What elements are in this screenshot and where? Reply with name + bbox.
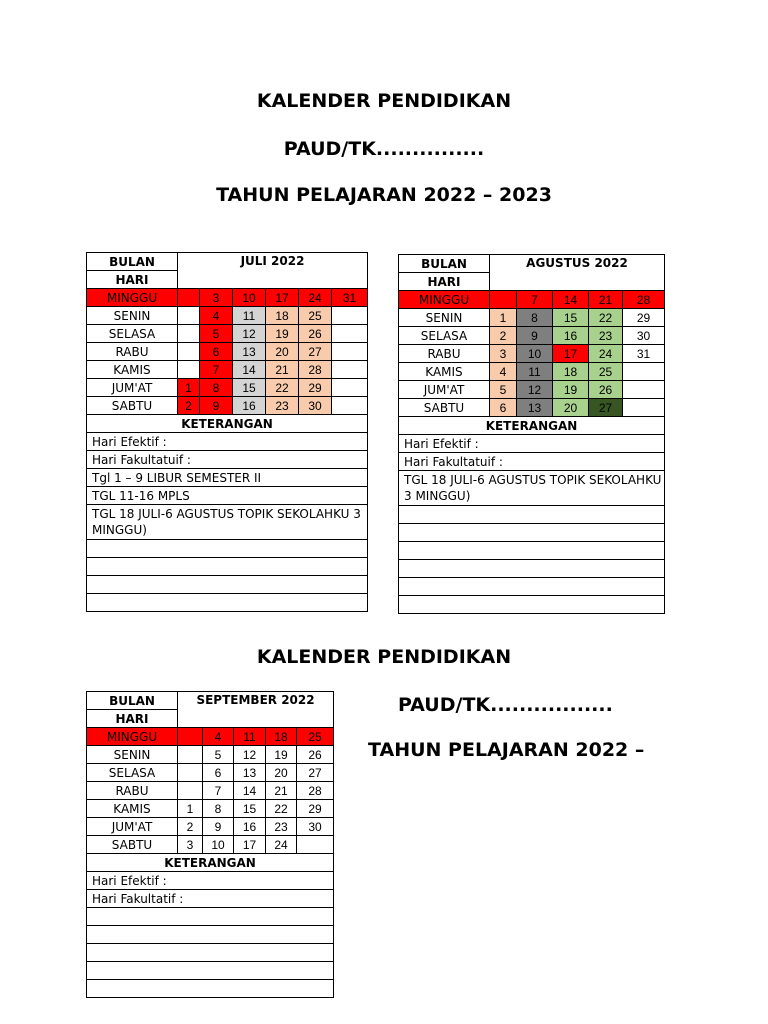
note-row — [87, 594, 368, 612]
date-cell: 12 — [517, 381, 553, 399]
week-row-rabu — [87, 343, 368, 361]
note-row — [87, 558, 368, 576]
date-cell — [332, 307, 368, 325]
date-cell — [623, 381, 665, 399]
date-cell: 19 — [266, 746, 297, 764]
date-cell: 1 — [178, 800, 203, 818]
date-cell — [332, 379, 368, 397]
date-cell: 29 — [299, 379, 332, 397]
date-cell: 2 — [178, 818, 203, 836]
date-cell — [178, 289, 200, 307]
bulan-label: BULAN — [87, 692, 178, 710]
date-cell: 7 — [517, 291, 553, 309]
date-cell — [178, 325, 200, 343]
date-cell: 24 — [266, 836, 297, 854]
date-cell: 14 — [234, 782, 266, 800]
date-cell: 31 — [623, 345, 665, 363]
date-cell: 12 — [233, 325, 266, 343]
calendar-august-2022 — [398, 254, 665, 614]
date-cell: 21 — [589, 291, 623, 309]
date-cell: 22 — [266, 379, 299, 397]
date-cell: 30 — [623, 327, 665, 345]
week-row-kamis — [87, 361, 368, 379]
date-cell: 7 — [203, 782, 234, 800]
day-label-sabtu: SABTU — [87, 397, 178, 415]
date-cell: 22 — [266, 800, 297, 818]
date-cell — [623, 399, 665, 417]
date-cell: 19 — [553, 381, 589, 399]
date-cell: 29 — [297, 800, 334, 818]
note-row: TGL 18 JULI-6 AGUSTUS TOPIK SEKOLAHKU 3 MINGGU) — [399, 471, 665, 506]
date-cell: 25 — [589, 363, 623, 381]
week-row-jumat — [87, 379, 368, 397]
month-title: AGUSTUS 2022 — [490, 255, 665, 291]
note-row: Hari Fakultatuif : — [87, 451, 368, 469]
day-label-jumat: JUM'AT — [87, 379, 178, 397]
date-cell — [332, 343, 368, 361]
note-row — [399, 560, 665, 578]
date-cell: 18 — [266, 307, 299, 325]
note-row: TGL 18 JULI-6 AGUSTUS TOPIK SEKOLAHKU 3 MINGGU) — [87, 505, 368, 540]
week-row-jumat — [399, 381, 665, 399]
date-cell: 13 — [517, 399, 553, 417]
week-row-sabtu — [399, 399, 665, 417]
note-row: Hari Efektif : — [87, 433, 368, 451]
day-label-kamis: KAMIS — [399, 363, 490, 381]
date-cell: 2 — [490, 327, 517, 345]
week-row-selasa — [87, 764, 334, 782]
date-cell: 14 — [233, 361, 266, 379]
academic-year-2: TAHUN PELAJARAN 2022 – — [368, 739, 645, 761]
date-cell: 27 — [299, 343, 332, 361]
note-row — [87, 980, 334, 998]
date-cell: 18 — [266, 728, 297, 746]
day-label-selasa: SELASA — [87, 764, 178, 782]
date-cell: 4 — [490, 363, 517, 381]
date-cell: 22 — [589, 309, 623, 327]
date-cell: 3 — [178, 836, 203, 854]
date-cell: 20 — [553, 399, 589, 417]
week-row-rabu — [87, 782, 334, 800]
date-cell: 16 — [233, 397, 266, 415]
week-row-minggu — [399, 291, 665, 309]
note-row — [87, 576, 368, 594]
date-cell: 17 — [266, 289, 299, 307]
date-cell: 28 — [297, 782, 334, 800]
date-cell: 21 — [266, 361, 299, 379]
date-cell: 28 — [299, 361, 332, 379]
date-cell — [178, 746, 203, 764]
date-cell: 8 — [203, 800, 234, 818]
school-name: PAUD/TK............... — [283, 138, 485, 160]
date-cell: 19 — [266, 325, 299, 343]
calendar-july-2022 — [86, 252, 368, 612]
date-cell — [623, 363, 665, 381]
day-label-kamis: KAMIS — [87, 800, 178, 818]
date-cell: 11 — [233, 307, 266, 325]
note-row — [87, 944, 334, 962]
date-cell: 5 — [490, 381, 517, 399]
date-cell — [332, 361, 368, 379]
date-cell: 15 — [233, 379, 266, 397]
date-cell: 13 — [234, 764, 266, 782]
date-cell: 15 — [234, 800, 266, 818]
date-cell: 31 — [332, 289, 368, 307]
date-cell: 4 — [200, 307, 233, 325]
date-cell: 28 — [623, 291, 665, 309]
date-cell: 5 — [203, 746, 234, 764]
day-label-minggu: MINGGU — [399, 291, 490, 309]
hari-label: HARI — [87, 710, 178, 728]
week-row-sabtu — [87, 397, 368, 415]
date-cell: 23 — [266, 818, 297, 836]
week-row-senin — [87, 307, 368, 325]
week-row-minggu — [87, 289, 368, 307]
date-cell: 6 — [203, 764, 234, 782]
day-label-selasa: SELASA — [87, 325, 178, 343]
date-cell: 20 — [266, 343, 299, 361]
note-row: Tgl 1 – 9 LIBUR SEMESTER II — [87, 469, 368, 487]
academic-year: TAHUN PELAJARAN 2022 – 2023 — [216, 184, 552, 206]
day-label-rabu: RABU — [87, 343, 178, 361]
day-label-jumat: JUM'AT — [399, 381, 490, 399]
note-row — [87, 962, 334, 980]
bulan-label: BULAN — [87, 253, 178, 271]
date-cell: 17 — [234, 836, 266, 854]
note-row: TGL 11-16 MPLS — [87, 487, 368, 505]
note-row: Hari Fakultatif : — [87, 890, 334, 908]
page-title: KALENDER PENDIDIKAN — [256, 90, 512, 112]
day-label-senin: SENIN — [87, 307, 178, 325]
day-label-selasa: SELASA — [399, 327, 490, 345]
date-cell: 30 — [297, 818, 334, 836]
date-cell: 3 — [200, 289, 233, 307]
day-label-kamis: KAMIS — [87, 361, 178, 379]
month-title: JULI 2022 — [178, 253, 368, 289]
week-row-kamis — [87, 800, 334, 818]
date-cell: 15 — [553, 309, 589, 327]
date-cell — [178, 728, 203, 746]
keterangan-header: KETERANGAN — [399, 417, 665, 435]
note-row — [399, 524, 665, 542]
date-cell: 20 — [266, 764, 297, 782]
date-cell: 13 — [233, 343, 266, 361]
week-row-selasa — [87, 325, 368, 343]
date-cell: 8 — [200, 379, 233, 397]
date-cell: 29 — [623, 309, 665, 327]
date-cell — [490, 291, 517, 309]
date-cell: 11 — [517, 363, 553, 381]
date-cell — [178, 307, 200, 325]
hari-label: HARI — [399, 273, 490, 291]
date-cell: 23 — [266, 397, 299, 415]
day-label-rabu: RABU — [87, 782, 178, 800]
keterangan-header: KETERANGAN — [87, 415, 368, 433]
date-cell: 17 — [553, 345, 589, 363]
date-cell: 8 — [517, 309, 553, 327]
date-cell: 9 — [200, 397, 233, 415]
week-row-rabu — [399, 345, 665, 363]
date-cell: 16 — [553, 327, 589, 345]
week-row-kamis — [399, 363, 665, 381]
date-cell: 4 — [203, 728, 234, 746]
date-cell: 25 — [297, 728, 334, 746]
note-row — [87, 908, 334, 926]
week-row-senin — [399, 309, 665, 327]
week-row-senin — [87, 746, 334, 764]
note-row — [399, 506, 665, 524]
day-label-rabu: RABU — [399, 345, 490, 363]
bulan-label: BULAN — [399, 255, 490, 273]
week-row-minggu — [87, 728, 334, 746]
date-cell: 21 — [266, 782, 297, 800]
date-cell: 10 — [233, 289, 266, 307]
date-cell: 26 — [299, 325, 332, 343]
day-label-sabtu: SABTU — [87, 836, 178, 854]
page-title-2: KALENDER PENDIDIKAN — [256, 646, 512, 668]
day-label-jumat: JUM'AT — [87, 818, 178, 836]
date-cell: 14 — [553, 291, 589, 309]
day-label-senin: SENIN — [399, 309, 490, 327]
date-cell: 6 — [200, 343, 233, 361]
month-title: SEPTEMBER 2022 — [178, 692, 334, 728]
date-cell — [332, 397, 368, 415]
school-name-2: PAUD/TK................. — [398, 694, 613, 716]
date-cell — [178, 343, 200, 361]
date-cell: 6 — [490, 399, 517, 417]
date-cell: 1 — [178, 379, 200, 397]
week-row-selasa — [399, 327, 665, 345]
date-cell: 18 — [553, 363, 589, 381]
note-row: Hari Fakultatuif : — [399, 453, 665, 471]
date-cell: 24 — [589, 345, 623, 363]
date-cell — [178, 361, 200, 379]
date-cell: 26 — [589, 381, 623, 399]
day-label-minggu: MINGGU — [87, 289, 178, 307]
date-cell: 2 — [178, 397, 200, 415]
note-row: Hari Efektif : — [399, 435, 665, 453]
hari-label: HARI — [87, 271, 178, 289]
day-label-sabtu: SABTU — [399, 399, 490, 417]
note-row — [87, 926, 334, 944]
date-cell — [297, 836, 334, 854]
date-cell: 27 — [589, 399, 623, 417]
date-cell: 7 — [200, 361, 233, 379]
date-cell: 10 — [517, 345, 553, 363]
note-row — [399, 578, 665, 596]
date-cell: 11 — [234, 728, 266, 746]
note-row — [87, 540, 368, 558]
note-row — [399, 596, 665, 614]
date-cell: 26 — [297, 746, 334, 764]
date-cell: 30 — [299, 397, 332, 415]
date-cell — [178, 782, 203, 800]
week-row-jumat — [87, 818, 334, 836]
keterangan-header: KETERANGAN — [87, 854, 334, 872]
date-cell: 9 — [203, 818, 234, 836]
date-cell: 23 — [589, 327, 623, 345]
day-label-senin: SENIN — [87, 746, 178, 764]
date-cell: 1 — [490, 309, 517, 327]
week-row-sabtu — [87, 836, 334, 854]
date-cell: 5 — [200, 325, 233, 343]
date-cell: 16 — [234, 818, 266, 836]
date-cell: 10 — [203, 836, 234, 854]
date-cell: 3 — [490, 345, 517, 363]
calendar-september-2022 — [86, 691, 334, 998]
date-cell: 25 — [299, 307, 332, 325]
day-label-minggu: MINGGU — [87, 728, 178, 746]
note-row — [399, 542, 665, 560]
date-cell: 9 — [517, 327, 553, 345]
date-cell — [332, 325, 368, 343]
date-cell: 24 — [299, 289, 332, 307]
date-cell: 12 — [234, 746, 266, 764]
date-cell — [178, 764, 203, 782]
note-row: Hari Efektif : — [87, 872, 334, 890]
date-cell: 27 — [297, 764, 334, 782]
